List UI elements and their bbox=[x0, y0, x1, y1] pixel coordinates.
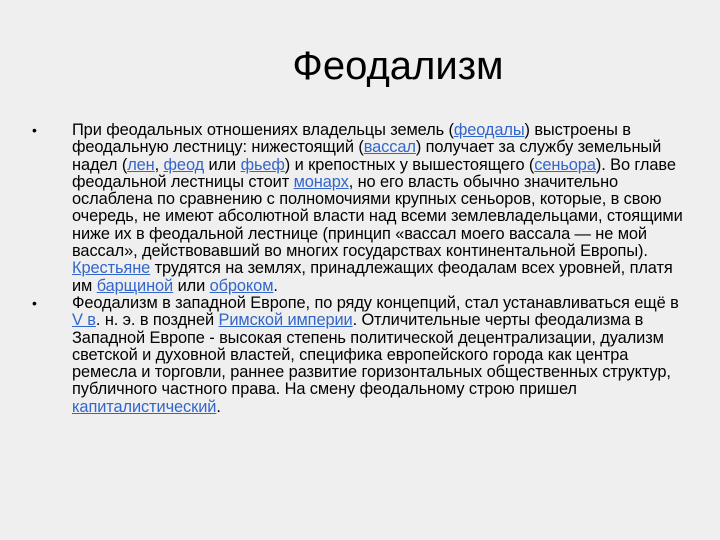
text-run: . н. э. в поздней bbox=[95, 311, 219, 330]
text-run: ) и крепостных у вышестоящего ( bbox=[284, 155, 535, 174]
text-run: трудятся на землях, принадлежащих феодалам всех уровней, платя им bbox=[72, 259, 673, 295]
slide-body bbox=[30, 122, 690, 416]
hyperlink[interactable]: барщиной bbox=[96, 276, 174, 295]
text-run: ). Во главе феодальной лестницы стоит bbox=[72, 155, 676, 191]
bullet-text bbox=[72, 295, 690, 416]
hyperlink[interactable]: капиталистический bbox=[72, 397, 217, 416]
bullet-item bbox=[30, 122, 690, 295]
hyperlink[interactable]: сеньора bbox=[534, 155, 596, 174]
text-run: или bbox=[173, 276, 210, 295]
hyperlink[interactable]: оброком bbox=[209, 276, 274, 295]
text-run: или bbox=[204, 155, 241, 174]
text-run: . bbox=[216, 397, 221, 416]
slide-title: Феодализм bbox=[292, 44, 504, 88]
hyperlink[interactable]: феод bbox=[163, 155, 205, 174]
hyperlink[interactable]: монарх bbox=[293, 172, 349, 191]
hyperlink[interactable]: V в bbox=[72, 311, 96, 330]
hyperlink[interactable]: Крестьяне bbox=[72, 259, 151, 278]
bullet-marker: • bbox=[32, 294, 37, 311]
text-run: , bbox=[154, 155, 164, 174]
text-run: ) выстроены в феодальную лестницу: нижестоящий ( bbox=[72, 121, 631, 157]
text-run: . Отличительные черты феодализма в Западной Европе - высокая степень политической децентрализации, дуализм светской и духовной властей, специфика европейского города как центра ремесла и торговли, раннее развитие горизонтальных общественных структур, публичного частного права. На смену феодальному строю пришел bbox=[72, 311, 671, 399]
text-run: Феодализм в западной Европе, по ряду концепций, стал устанавливаться ещё в bbox=[72, 293, 679, 312]
bullet-text bbox=[72, 122, 690, 295]
bullet-item bbox=[30, 295, 690, 416]
text-run: . bbox=[273, 276, 278, 295]
hyperlink[interactable]: феодалы bbox=[453, 121, 525, 139]
hyperlink[interactable]: Римской империи bbox=[218, 311, 353, 330]
hyperlink[interactable]: вассал bbox=[363, 138, 416, 157]
text-run: , но его власть обычно значительно ослаблена по сравнению с полномочиями крупных сеньоров, которые, в свою очередь, не имеют абсолютной власти над всеми землевладельцами, стоящими ниже их в феодальной лестнице (принцип «вассал моего вассала — не мой вассал», действовавший во многих государствах континентальной Европы). bbox=[72, 172, 683, 261]
hyperlink[interactable]: фьеф bbox=[240, 155, 285, 174]
text-run: ) получает за службу земельный надел ( bbox=[72, 138, 662, 174]
text-run: При феодальных отношениях владельцы земель ( bbox=[72, 121, 454, 139]
bullet-marker: • bbox=[32, 122, 37, 138]
hyperlink[interactable]: лен bbox=[127, 155, 155, 174]
